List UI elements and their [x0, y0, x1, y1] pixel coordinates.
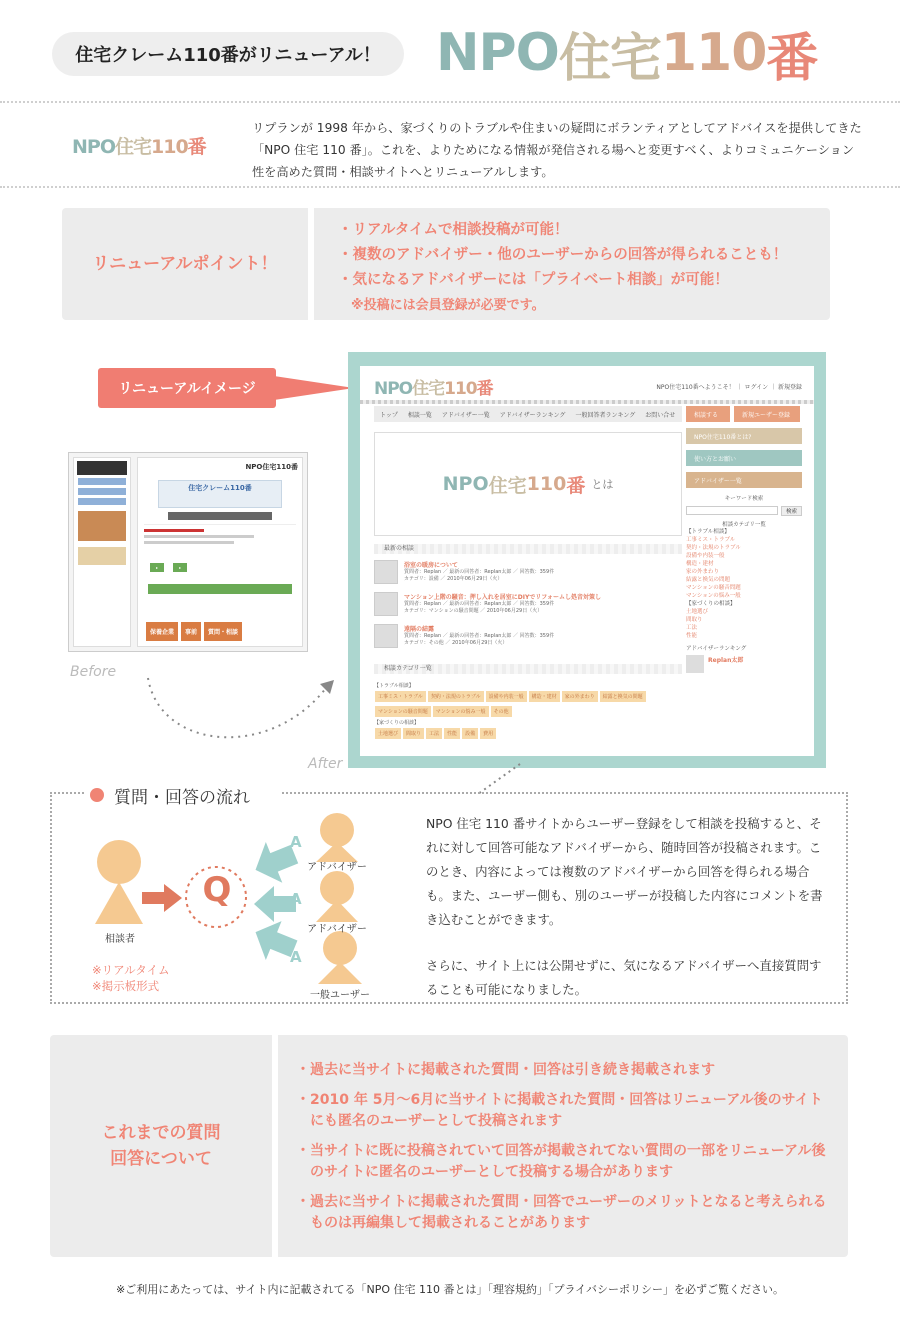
- before-dark-bar: [168, 512, 272, 520]
- past-qa-list: [296, 1060, 832, 1243]
- before-orange-button: 質問・相談: [204, 622, 242, 641]
- after-nav-item: お問い合せ: [645, 411, 676, 419]
- logo-npo: NPO: [72, 136, 115, 158]
- after-search-row: [686, 506, 802, 516]
- after-nav-item: 一般回答者ランキング: [575, 411, 636, 419]
- after-side-cat: 結露と換気の問題: [686, 577, 731, 583]
- a-letter: A: [290, 948, 302, 966]
- callout-arrow: [274, 368, 354, 408]
- renewal-points-box: [62, 208, 830, 320]
- after-post-title: 浴室の暖房について: [404, 562, 458, 569]
- after-tag: 設備や内装一般: [486, 691, 527, 702]
- flow-description: [426, 812, 830, 1002]
- logo-npo: NPO: [436, 23, 559, 83]
- before-news-line: [144, 529, 204, 532]
- past-qa-title-line: 回答について: [110, 1149, 212, 1169]
- renewal-points-title: リニューアルポイント！: [92, 254, 278, 274]
- before-news-line: [144, 535, 254, 538]
- after-post-meta: [404, 633, 554, 647]
- after-side-cat-list: [686, 528, 802, 640]
- a-letter: A: [290, 890, 302, 908]
- after-sidebar: [686, 406, 802, 673]
- after-side-cat: 構造・建材: [686, 561, 714, 567]
- after-tag: 費用: [480, 728, 496, 739]
- renewal-image-label: リニューアルイメージ: [98, 368, 276, 408]
- avatar: [686, 655, 704, 673]
- after-post-meta-line: 質問者：Replan ／ 最新の回答者：Replan太郎 ／ 回答数：359件: [404, 633, 555, 639]
- after-side-button: NPO住宅110番とは?: [686, 428, 802, 444]
- advisor-person-icon: [316, 813, 358, 862]
- logo-ban: 番: [187, 136, 206, 158]
- after-side-cat: マンションの騒音問題: [686, 585, 741, 591]
- after-screenshot: [360, 366, 814, 756]
- advisor-label: アドバイザー: [307, 924, 367, 935]
- avatar: [374, 592, 398, 616]
- after-cat-label: 【家づくりの相談】: [374, 720, 420, 726]
- avatar: [374, 624, 398, 648]
- before-blue-box: 住宅クレーム110番: [158, 480, 282, 508]
- logo-ban: 番: [766, 28, 818, 89]
- flow-paragraph: さらに、サイト上には公開せずに、気になるアドバイザーへ直接質問することも可能になりました。: [426, 958, 822, 997]
- after-tag: 設備: [462, 728, 478, 739]
- after-hero-suffix: とは: [591, 478, 614, 491]
- after-tag: 家の外まわり: [562, 691, 598, 702]
- after-nav-item: アドバイザー一覧: [441, 411, 490, 419]
- after-side-button: 使い方とお願い: [686, 450, 802, 466]
- logo-jutaku: 住宅: [412, 379, 445, 399]
- consultant-person-icon: [95, 840, 143, 924]
- footer-note: ※ご利用にあたっては、サイト内に記載されてる「NPO 住宅 110 番とは」「理容規約」「プライバシーポリシー」を必ずご覧ください。: [116, 1283, 784, 1296]
- before-side-button: [78, 498, 126, 505]
- after-tag: 性能: [444, 728, 460, 739]
- before-news: [144, 524, 296, 550]
- flow-notes: [92, 962, 170, 994]
- after-post: [374, 624, 682, 650]
- before-side-button: [78, 478, 126, 485]
- after-side-cat: 工法: [686, 625, 698, 631]
- logo-110: 110: [660, 23, 767, 83]
- avatar: [374, 560, 398, 584]
- before-orange-row: [146, 622, 242, 641]
- after-tag: 結露と換気の問題: [600, 691, 646, 702]
- logo-jutaku: 住宅: [114, 136, 151, 158]
- after-stripe: [360, 400, 814, 404]
- after-tag: 間取り: [403, 728, 424, 739]
- logo-110: 110: [151, 136, 188, 158]
- after-categories: [374, 682, 694, 741]
- after-post-meta-line: カテゴリ：その他 ／ 2010年06月29日（火）: [404, 640, 508, 646]
- renewal-points-list: [338, 218, 787, 318]
- after-tag: 工法: [426, 728, 442, 739]
- before-green-bar: [148, 584, 292, 594]
- after-side-cat: 性能: [686, 633, 698, 639]
- after-post-meta-line: カテゴリ：設備 ／ 2010年06月29日（火）: [404, 576, 503, 582]
- after-post-meta: [404, 601, 554, 615]
- after-top-links: NPO住宅110番へようこそ！ ｜ ログイン ｜ 新規登録: [656, 384, 802, 391]
- after-logo: [374, 374, 493, 399]
- after-search-button: 検索: [781, 506, 802, 516]
- before-title: NPO住宅110番: [245, 463, 298, 471]
- q-letter: Q: [202, 870, 232, 910]
- after-caption: After: [308, 756, 343, 772]
- renewal-point-note: ※投稿には会員登録が必要です。: [338, 298, 545, 313]
- after-nav: [374, 406, 682, 422]
- before-sidebar: [73, 457, 131, 647]
- past-qa-title-line: これまでの質問: [101, 1123, 221, 1143]
- general-user-label: 一般ユーザー: [310, 990, 370, 1001]
- after-side-cat: 家の外まわり: [686, 569, 720, 575]
- after-tag: 土地選び: [375, 728, 401, 739]
- box-divider: [308, 208, 314, 320]
- after-post-meta-line: 質問者：Replan ／ 最新の回答者：Replan太郎 ／ 回答数：359件: [404, 569, 555, 575]
- after-ranker: [686, 655, 802, 673]
- after-side-cat-label: 【家づくりの相談】: [686, 601, 736, 607]
- transition-arrow: [130, 670, 350, 760]
- advisor-label: アドバイザー: [307, 862, 367, 873]
- after-side-cat: 間取り: [686, 617, 703, 623]
- renewal-point: ・気になるアドバイザーには「プライベート相談」が可能！: [338, 272, 729, 288]
- after-nav-item: アドバイザーランキング: [499, 411, 566, 419]
- after-post-title: マンション上階の騒音：押し入れを居室にDIYでリフォームし処音対策し: [404, 594, 601, 601]
- a-letter: A: [290, 833, 302, 851]
- npo-logo: [436, 18, 856, 88]
- logo-110: 110: [444, 379, 477, 399]
- past-qa-item: ・当サイトに既に投稿されていて回答が掲載されてない質問の一部をリニューアル後のサイトに匿名のユーザーとして投稿する場合があります: [296, 1143, 826, 1180]
- after-hero: [374, 432, 682, 536]
- logo-110: 110: [526, 473, 567, 495]
- logo-jutaku: 住宅: [488, 474, 527, 497]
- before-main: [137, 457, 303, 647]
- flow-title: 質問・回答の流れ: [114, 788, 250, 808]
- logo-npo: NPO: [374, 379, 413, 399]
- after-search-input: [686, 506, 778, 515]
- after-nav-item: 相談一覧: [407, 411, 432, 419]
- logo-npo: NPO: [442, 473, 489, 495]
- logo-jutaku: 住宅: [558, 28, 661, 89]
- renewal-point: ・複数のアドバイザー・他のユーザーからの回答が得られることも！: [338, 247, 788, 263]
- after-side-cat: 契約・法規のトラブル: [686, 545, 741, 551]
- after-ranker-name: Replan太郎: [708, 657, 744, 664]
- header-title-pill: 住宅クレーム110番がリニューアル！: [52, 32, 404, 76]
- before-green-row: [138, 554, 302, 574]
- before-green-button: ▸: [150, 563, 164, 572]
- after-side-cat: マンションの悩み一般: [686, 593, 741, 599]
- after-tag: その他: [491, 706, 512, 717]
- after-recent-head: 最新の相談: [374, 544, 682, 554]
- before-orange-button: 保養企業: [146, 622, 178, 641]
- after-side-button: 新規ユーザー登録: [734, 406, 800, 422]
- divider: [0, 101, 900, 103]
- user-person-icon: [318, 931, 362, 984]
- after-post-title: 遠隔の結露: [404, 626, 435, 633]
- after-ranking-head: アドバイザーランキング: [686, 646, 747, 652]
- after-side-cat-head: 相談カテゴリ一覧: [722, 522, 766, 528]
- right-arrow-icon: [142, 884, 182, 912]
- flow-note: ※リアルタイム: [92, 963, 170, 977]
- consultant-label: 相談者: [105, 934, 135, 945]
- after-tag: 工事ミス・トラブル: [375, 691, 426, 702]
- before-side-button: [78, 488, 126, 495]
- after-side-cat: 土地選び: [686, 609, 709, 615]
- after-cat-label: 【トラブル相談】: [374, 683, 414, 689]
- before-caption: Before: [70, 664, 117, 680]
- after-tag: 契約・法規のトラブル: [428, 691, 484, 702]
- past-qa-item: ・2010 年 5月～6月に当サイトに掲載された質問・回答はリニューアル後のサイトにも匿名のユーザーとして投稿されます: [296, 1092, 823, 1129]
- logo-ban: 番: [476, 379, 493, 399]
- before-news-line: [144, 541, 234, 544]
- past-qa-item: ・過去に当サイトに掲載された質問・回答でユーザーのメリットとなると考えられるものは再編集して掲載されることがあります: [296, 1194, 827, 1231]
- after-side-cat-label: 【トラブル相談】: [686, 529, 730, 535]
- past-qa-item: ・過去に当サイトに掲載された質問・回答は引き続き掲載されます: [296, 1062, 716, 1078]
- after-side-cat: 工事ミス・トラブル: [686, 537, 736, 543]
- past-qa-title: [50, 1035, 272, 1257]
- past-qa-box: [50, 1035, 848, 1257]
- box-divider: [272, 1035, 278, 1257]
- after-side-button: 相談する: [686, 406, 730, 422]
- after-side-button: アドバイザー一覧: [686, 472, 802, 488]
- after-tag: マンションの騒音問題: [375, 706, 431, 717]
- after-tag-group: [374, 689, 694, 719]
- before-banner: [78, 511, 126, 541]
- after-nav-item: トップ: [380, 411, 398, 419]
- after-post: [374, 560, 682, 586]
- before-logo-block: [77, 461, 127, 475]
- after-tag-group: [374, 726, 694, 741]
- after-keyword-head: キーワード検索: [724, 496, 764, 502]
- flow-paragraph: NPO 住宅 110 番サイトからユーザー登録をして相談を投稿すると、それに対して回答可能なアドバイザーから、随時回答が投稿されます。このとき、内容によっては複数のアドバイザーから回答を得られる場合も。また、ユーザー側も、別のユーザーが投稿した内容にコメントを書き込むことができます。: [426, 816, 823, 927]
- before-screenshot: [68, 452, 308, 652]
- after-post: [374, 592, 682, 618]
- after-post-meta-line: 質問者：Replan ／ 最新の回答者：Replan太郎 ／ 回答数：359件: [404, 601, 555, 607]
- divider: [0, 186, 900, 188]
- before-green-button: ▸: [173, 563, 187, 572]
- after-side-cat: 設備や内装一般: [686, 553, 725, 559]
- flow-note: ※掲示板形式: [92, 979, 160, 993]
- renewal-point: ・リアルタイムで相談投稿が可能！: [338, 222, 569, 238]
- after-side-top-buttons: [686, 406, 802, 428]
- logo-ban: 番: [566, 474, 586, 497]
- before-banner: [78, 547, 126, 565]
- before-orange-button: 事前: [181, 622, 201, 641]
- intro-text: リプランが 1998 年から、家づくりのトラブルや住まいの疑問にボランティアとしてアドバイスを提供してきた「NPO 住宅 110 番」。これを、よりためになる情報が発信される場へと変更すべく、よりコミュニケーション性を高めた質問・相談サイトへとリニューアルします。: [252, 121, 862, 179]
- advisor-person-icon: [316, 871, 358, 922]
- after-category-head: 相談カテゴリ一覧: [374, 664, 682, 674]
- intro-logo: [72, 132, 206, 159]
- after-post-meta: [404, 569, 554, 583]
- after-tag: 構造・建材: [529, 691, 560, 702]
- after-tag: マンションの悩み一般: [433, 706, 489, 717]
- after-post-meta-line: カテゴリ：マンションの騒音問題 ／ 2010年06月29日（火）: [404, 608, 543, 614]
